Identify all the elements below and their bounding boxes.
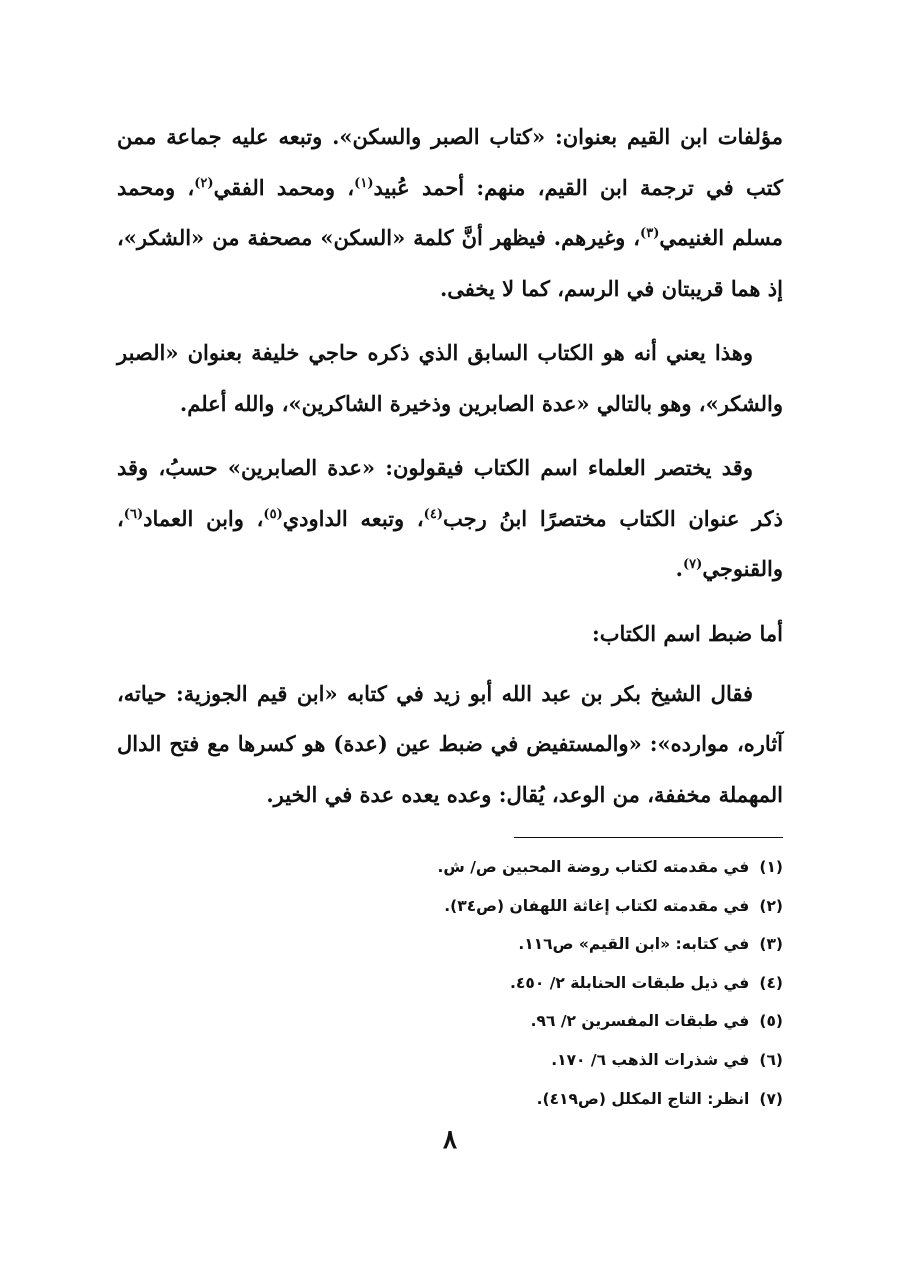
paragraph-3: وقد يختصر العلماء اسم الكتاب فيقولون: «عدة الصابرين» حسبُ، وقد ذكر عنوان الكتاب مختصرًا ابنُ رجب$^{(٤)}$، وتبعه الداودي$^{(٥)}$، وابن العماد$^{(٦)}$، والقنوجي$^{(٧)}$. [117,455,783,581]
footnote-number: (٢) [759,896,783,915]
footnote-number: (٧) [759,1089,783,1108]
footnote-ref: (٣) [640,226,660,242]
footnote-number: (٦) [759,1050,783,1069]
footnote-text: في شذرات الذهب ٦/ ١٧٠. [551,1050,750,1069]
paragraph-2: وهذا يعني أنه هو الكتاب السابق الذي ذكره حاجي خليفة بعنوان «الصبر والشكر»، وهو بالتالي «عدة الصابرين وذخيرة الشاكرين»، والله أعلم. [117,340,783,416]
footnote-ref: (١) [354,175,374,191]
footnote-item [123,848,783,887]
footnote-text: في مقدمته لكتاب روضة المحبين ص/ ش. [437,858,750,876]
footnote-text: في مقدمته لكتاب إغاثة اللهفان (ص٣٤). [444,896,750,915]
footnote-ref: (٦) [123,506,144,522]
footnote-ref: (٥) [263,506,283,522]
footnote-item [123,1080,783,1119]
footnote-number: (١) [759,858,783,876]
paragraph-4: فقال الشيخ بكر بن عبد الله أبو زيد في كتابه «ابن قيم الجوزية: حياته، آثاره، موارده»: «والمستفيض في ضبط عين (عدة) هو كسرها مع فتح الدال المهملة مخففة، من الوعد، يُقال: وعده يعده عدة في الخير. [117,680,783,807]
footnote-number: (٤) [759,973,783,992]
footnote-text: في كتابه: «ابن القيم» ص١١٦. [518,935,750,954]
footnote-ref: (٧) [682,557,703,573]
footnote-item [123,1002,783,1041]
footnotes [123,848,783,1118]
main-text [117,112,783,834]
footnote-number: (٥) [759,1012,783,1031]
footnote-ref: (٤) [423,506,444,522]
footnote-item [123,1041,783,1080]
footnote-item [123,925,783,964]
paragraph-1: مؤلفات ابن القيم بعنوان: «كتاب الصبر والسكن». وتبعه عليه جماعة ممن كتب في ترجمة ابن القيم، منهم: أحمد عُبيد$^{(١)}$، ومحمد الفقي$^{(٢)}$، ومحمد مسلم الغنيمي$^{(٣)}$، وغيرهم. فيظهر أنَّ كلمة «السكن» مصحفة من «الشكر»، إذ هما قريبتان في الرسم، كما لا يخفى. [117,124,783,301]
footnote-number: (٣) [759,935,783,954]
footnote-item [123,964,783,1003]
footnote-divider [514,837,783,838]
footnote-item [123,887,783,926]
page-number: ٨ [443,1125,457,1155]
footnote-text: انظر: التاج المكلل (ص٤١٩). [536,1089,750,1108]
section-heading: أما ضبط اسم الكتاب: [591,620,783,646]
footnote-text: في طبقات المفسرين ٢/ ٩٦. [530,1012,750,1031]
footnote-text: في ذيل طبقات الحنابلة ٢/ ٤٥٠. [510,973,750,992]
footnote-ref: (٢) [194,175,214,191]
